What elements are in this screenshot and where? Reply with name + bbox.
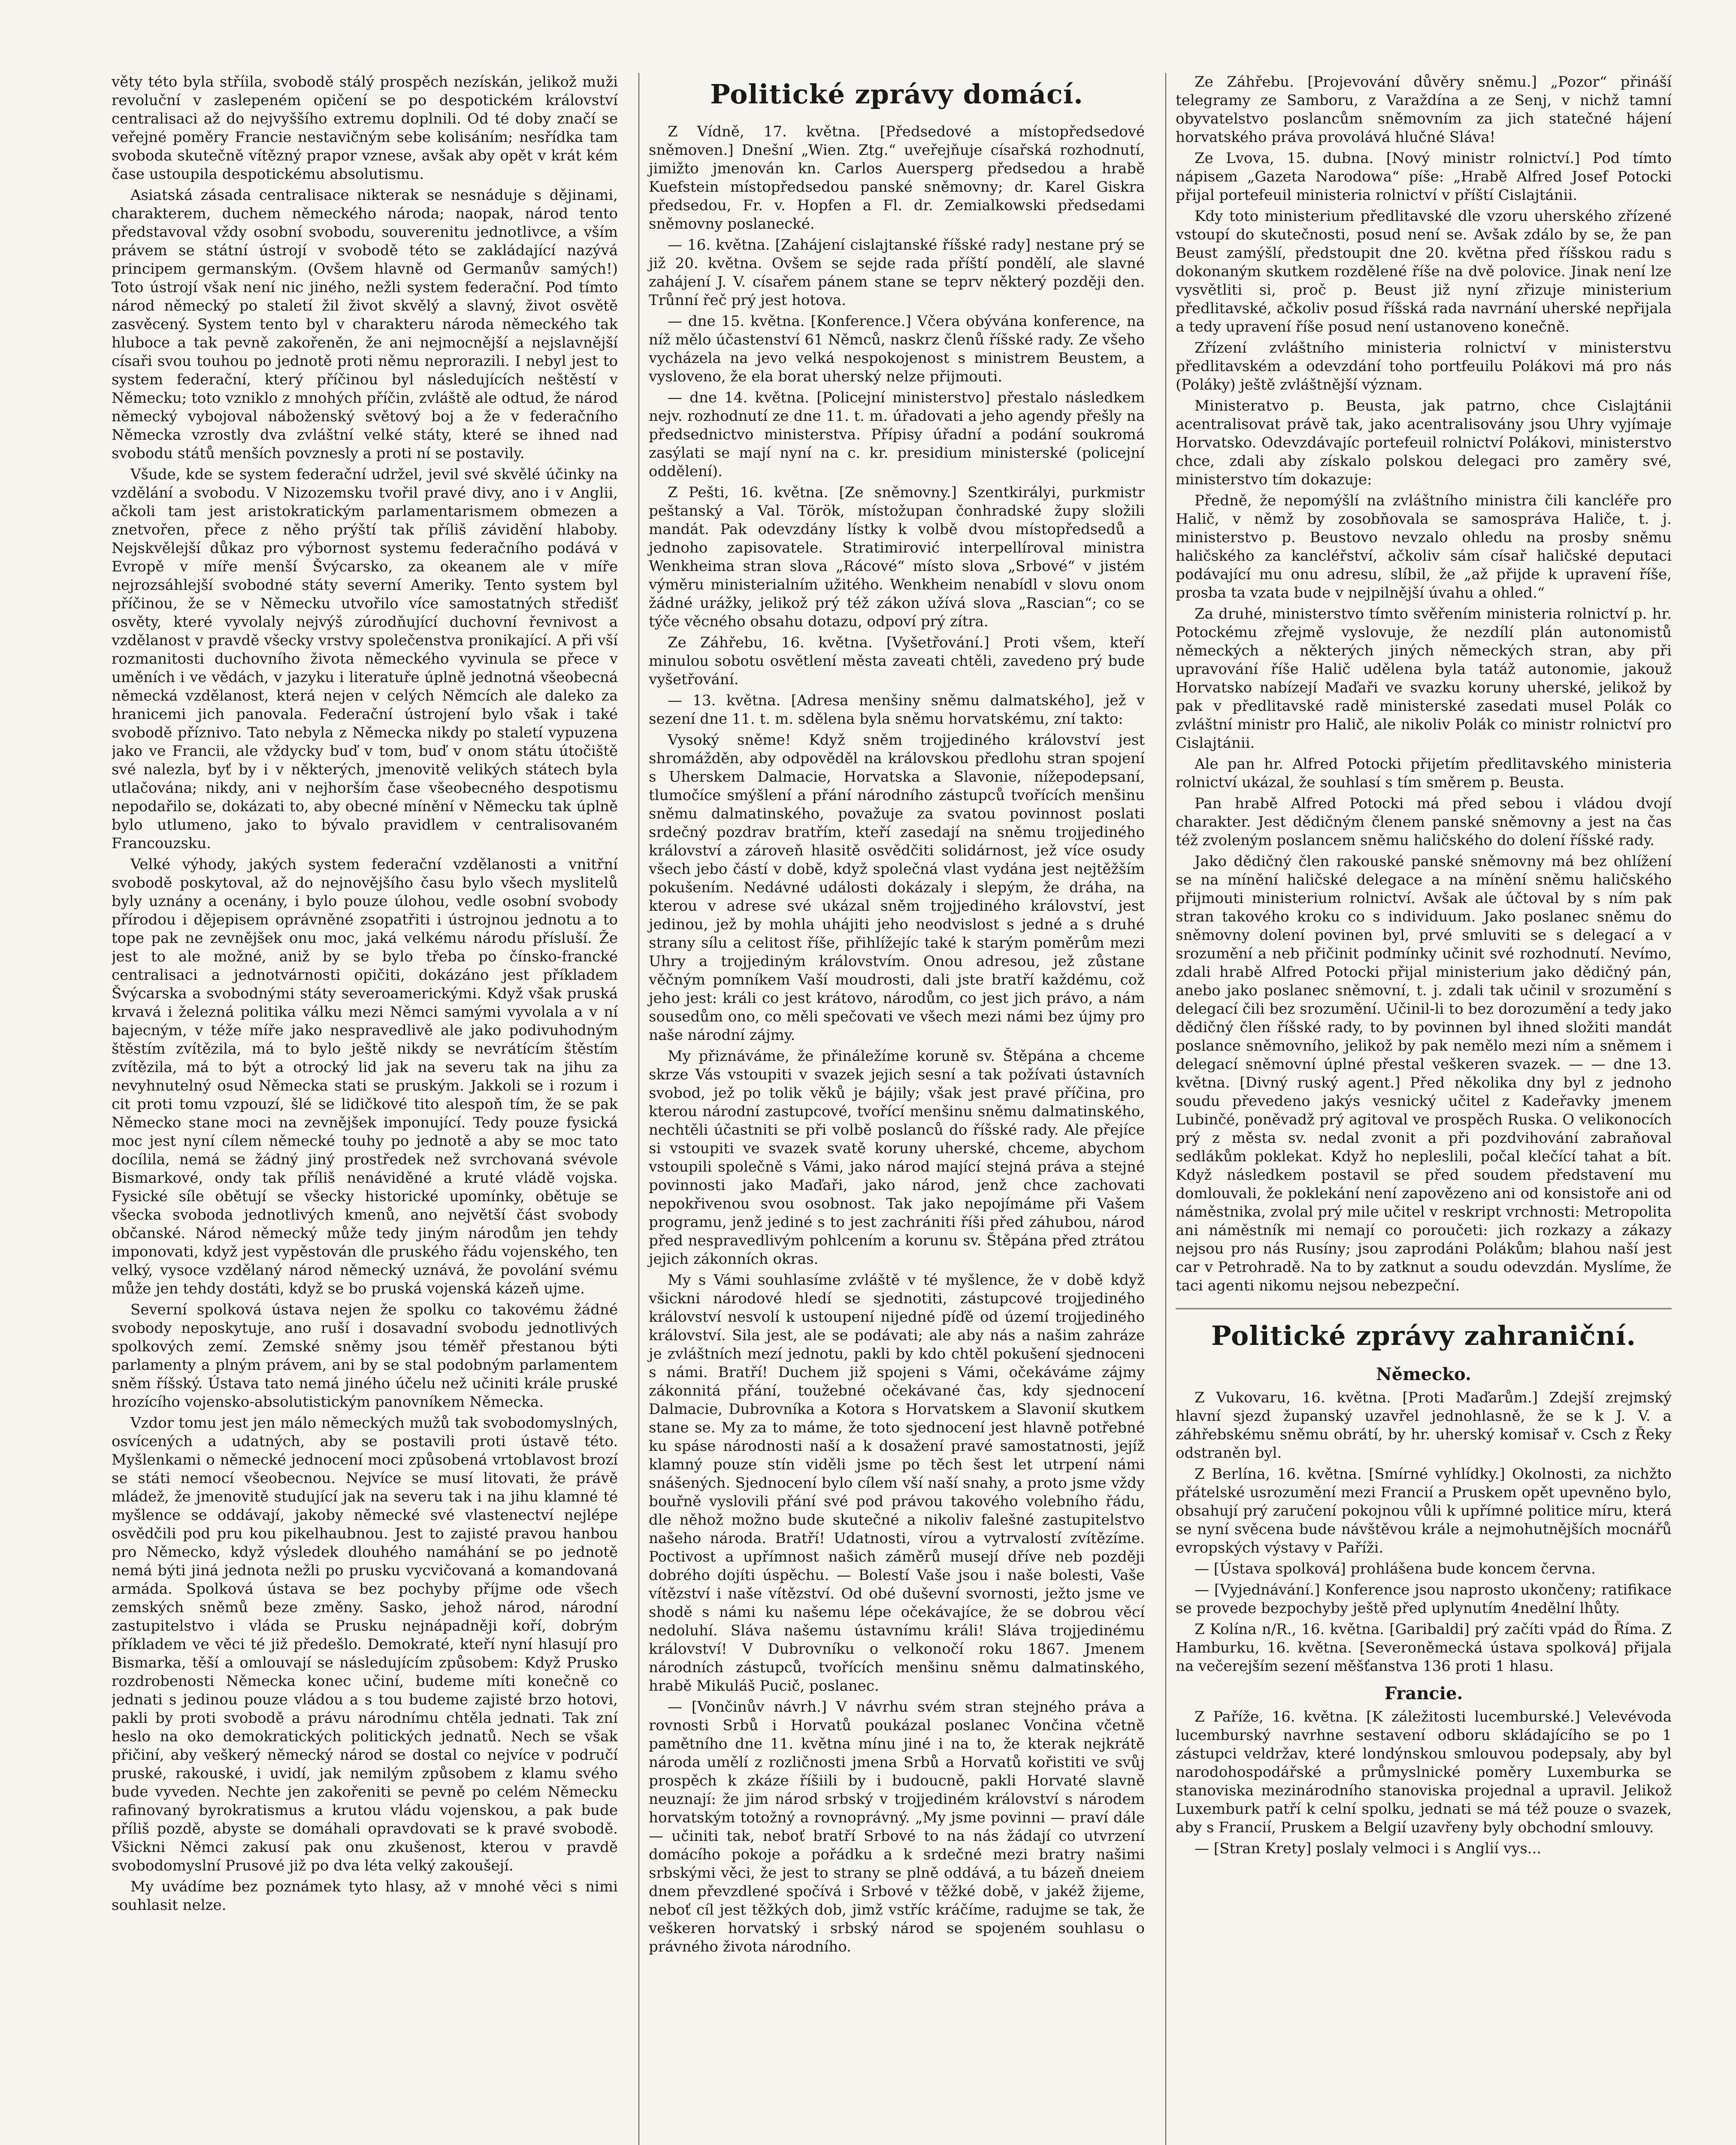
paragraph: Vzdor tomu jest jen málo německých mužů tak svobodomyslných, osvícených a udatných, aby se postavili proti ústavě této. Myšlenkami o německé jednocení moci způsobená vrtoblavost brozí se státi nemocí všeobecnou. Nejvíce se musí litovati, že právě mládež, že jmenovitě studující jak na severu tak i na jihu klamné té myšlence se oddávají, jakoby německé své vlastenectví nejlépe osvědčili pod pru kou pikelhaubnou. Jest to zajisté pravou hanbou pro Německo, když výsledek dlouhého namáhání se po jednotě nemá býti jiná jednota nežli po prusku vycvičovaná a komandovaná armáda. Spolková ústava se bez pochyby příjme ode všech zemských sněmů beze změny. Sasko, jehož národ, národní zastupitelstvo i vláda se Prusku nejnápadněji koří, dobrým příkladem ve věci té již předešlo. Demokraté, kteří nyní hlasují pro Bismarka, těší a omlouvají se následujícím způsobem: Když Prusko rozdrobenosti Německa konec učiní, budeme míti konečně co jednati s jedinou pouze vládou a s tou budeme zajisté brzo hotovi, pakli by proti svobodě a právu národnímu chtěla jednati. Tak zní heslo na oko demokratických politických jednatů. Nech se však přičiní, aby veškerý německý národ se dostal co nejvíce v područí pruské, rakouské, i uvidí, jak nemilým způsobem z klamu svého bude vyveden. Nechte jen zakořeniti se pevně po celém Německu rafinovaný byrokratismus a krutou vládu vojenskou, a pak bude příliš pozdě, abyste se domáhali opravdovati se k pravé svobodě. Všickni Němci zakusí pak onu zkušenost, kterou v pravdě svobodomyslní Prusové již po dva léta velký zakoušejí.	[112, 1414, 618, 1874]
column-3	[1165, 73, 1672, 2145]
paragraph: věty této byla stříila, svobodě stálý prospěch nezískán, jelikož muži revoluční v zaslepeném opičení se po despotickém království centralisaci až do nejvyššího extremu doplnili. Od té doby značí se veřejné poměry Francie nestavičným sebe kolisáním; nesřídka tam svoboda skutečně vítězný prapor vznese, avšak aby opět v krát kém čase ustoupila despotickému absolutismu.	[112, 73, 618, 183]
paragraph: Velké výhody, jakých system federační vzdělanosti a vnitřní svobodě poskytoval, až do nejnovějšího času bylo všech myslitelů byly uznány a ocenány, i bylo pouze úlohou, vedle osobní svobody přírodou i dějepisem oprávněné zsopatřiti i ústrojnou jednotu a to tope pak ne zevnějšek onu moc, jaká velkému národu přísluší. Že jest to ale možné, aniž by se bylo třeba po čínsko-francké centralisaci a jednotvárnosti opičiti, dokázáno jest příkladem Švýcarska a svobodnými státy severoamerickými. Když však pruská krvavá i železná politika válku mezi Němci samými vyvolala a v ní bajecným, v téže míře jako nespravedlivě ale jako podivuhodným štěstím zvítězila, má to bylo ještě nikdy se nevrátícím štěstím zvítězila, má to být a otrocký lid jak na severu tak na jihu za nevyhnutelný osud Německa stati se pruským. Jakkoli se i rozum i cit proti tomu vzpouzí, šlé se lidičkové tito alespoň tím, že se pak Německo stane moci na zevnějšek imponující. Tedy pouze fysická moc jest nyní cílem německé touhy po jednotě a aby se moc tato docílila, nemá se žádný jiný prostředek než svrchovaná svévole Bismarkové, ondy tak příliš nenáviděné a kruté vládě vojska. Fysické síle obětují se všecky historické upomínky, obětuje se všecka svoboda jednotlivých kmenů, ano největší část svobody občanské. Národ německý může tedy jiným národům jen tehdy imponovati, když jest vypěstován dle pruského řádu vojenského, ten velký, vysoce vzdělaný národ německý uznává, že povolání svému může jen tehdy dostáti, když se bo pruská vojenská kázeň ujme.	[112, 856, 618, 1297]
paragraph: — 13. května. [Adresa menšiny sněmu dalmatského], jež v sezení dne 11. t. m. sdělena byla sněmu horvatskému, zní takto:	[649, 692, 1145, 728]
paragraph: Z Paříže, 16. května. [K záležitosti lucemburské.] Velevévoda lucemburský navrhne sestavení odboru skládajícího se po 1 zástupci veldržav, které londýnskou smlouvou podepsaly, aby byl narodohospodářské a průmyslnické poměry Luxemburka se stanoviska mezinárodního stanoviska projednal a upravil. Jelikož Luxemburk patří k celní spolku, jednati se má též pouze o svazek, aby s Francií, Pruskem a Belgií uzavřeny byly obchodní smlouvy.	[1176, 1708, 1672, 1836]
paragraph: Z Berlína, 16. května. [Smírné vyhlídky.] Okolnosti, za nichžto přátelské usrozumění mezi Francií a Pruskem opět upevněno bylo, obsahují prý zaručení pokojnou vůli k upřímné politice míru, která se nyní svěcena bude návštěvou krále a nejmohutnějších mocnářů evropských výstavy v Paříži.	[1176, 1465, 1672, 1556]
paragraph: — [Vyjednávání.] Konference jsou naprosto ukončeny; ratifikace se provede bezpochyby ještě před uplynutím 4nedělní lhůty.	[1176, 1581, 1672, 1617]
paragraph: Z Kolína n/R., 16. května. [Garibaldi] prý začíti vpád do Říma. Z Hamburku, 16. května. [Severoněmecká ústava spolková] přijala na večerejším sezení měšťanstva 136 proti 1 hlasu.	[1176, 1621, 1672, 1675]
paragraph: Severní spolková ústava nejen že spolku co takovému žádné svobody neposkytuje, ano ruší i dosavadní svobodu jednotlivých spolkových zemí. Zemské sněmy jsou téměř přestanou býti parlamenty a plným právem, ani by se stal podobným parlamentem sněm říšský. Ústava tato nemá jiného účelu než učiniti krále pruské hrozícího vojensko-absolutistickým panovníkem Německa.	[112, 1301, 618, 1411]
paragraph: Předně, že nepomýšlí na zvláštního ministra čili kancléře pro Halič, v němž by zosobňovala se samospráva Haliče, t. j. ministerstvo p. Beustovo nevzalo ohledu na prosby sněmu haličského za kancléřství, ačkoliv sám císař haličské deputaci podávající mu onu adresu, slíbil, že „až přijde k upravení říše, prosba ta vzata bude v nejpilnější úvahu a ohled.“	[1176, 492, 1672, 601]
paragraph: Jako dědičný člen rakouské panské sněmovny má bez ohlížení se na mínění haličské delegace a na mínění sněmu haličského přijmouti ministerium rolnictví. Avšak ale účtoval by s ním pak stran takového kroku co s individuum. Jako poslanec sněmu do sněmovny dolení povinen byl, prvé smluviti se s delegací a v srozumění a neb přičinit podmínky učinit své rozhodnutí. Nevímo, zdali hrabě Alfred Potocki přijal ministerium jako dědičný pán, anebo jako poslanec sněmovní, t. j. zdali tak učinil v srozumění s delegací čili bez srozumění. Učinil-li to bez dorozumění a tedy jako dědičný člen říšské rady, to by povinnen byl ihned složiti mandát poslance sněmovního, jelikož by pak nemělo mezi ním a sněmem i delegací sněmovní úplné přestal veškeren svazek. — — dne 13. května. [Divný ruský agent.] Před několika dny byl z jednoho soudu převedeno jakýs vesnický učitel z Kadeřavky jmenem Lubinčé, poněvadž prý agitoval ve prospěch Ruska. O velikonocích prý z města sv. nedal zvonit a při pozdvihování zabraňoval sedlákům poklekat. Když ho nepleslili, počal klečící tahat a bít. Když následkem postavil se před soudem představení mu domlouvali, že poklekání není zapovězeno ani od konsistoře ani od náměstnika, zvolal prý mile učitel v reskript vrchnosti: Metropolita ani náměstník mi nemají co poroučeti: jich rozkazy a zákazy nejsou pro nás Rusíny; jsou zaprodáni Polákům; blahou naší jest car v Petrohradě. Na to by zatknut a soudu odevzdán. Myslíme, že taci agenti nikomu nejsou nebezpeční.	[1176, 853, 1672, 1294]
section-title-foreign: Politické zprávy zahraniční.	[1211, 1320, 1636, 1351]
paragraph: Ze Záhřebu. [Projevování důvěry sněmu.] „Pozor“ přináší telegramy ze Samboru, z Varaždína a ze Senj, v nichž tamní obyvatelstvo poslancům sněmovním za jich statečné hájení horvatského práva provolává hlučné Sláva!	[1176, 73, 1672, 146]
subheading-germany: Německo.	[1376, 1364, 1471, 1384]
paragraph: My přiznáváme, že přináležíme koruně sv. Štěpána a chceme skrze Vás vstoupiti v svazek jejich sesní a tak požívati ústavních svobod, jež po tolik věků je bájily; však jest pravé příčina, pro kterou národní zastupcové, tvořící menšinu sněmu dalmatinského, nechtěli účastniti se při volbě poslanců do říšské rady. Ale přejíce si vstoupiti ve svazek svatě koruny uherské, chceme, abychom vstoupili společně s Vámi, jako národ mající stejná práva a stejné povinnosti jako Maďaři, jako národ, jenž chce zachovati nepokřivenou svou osobnost. Tak jako nepojímáme při Vašem programu, jenž jediné s to jest zachrániti říši před záhubou, národ před nespravedlivým pohlcením a korunu sv. Štěpána před ztrátou jejich zákonních okras.	[649, 1048, 1145, 1268]
paragraph: — [Vončinův návrh.] V návrhu svém stran stejného práva a rovnosti Srbů i Horvatů poukázal poslanec Vončina včetně pamětního dne 11. května mínu jiné i na to, že kterak nejkrátě národa umělí z rozličnosti jmena Srbů a Horvatů kořistiti ve svůj prospěch k zkáze říšiili by i budoucně, pakli Horvaté slavně neuznají: že jim národ srbský v trojjediném království s národem horvatským totožný a rovnoprávný. „My jsme povinni — praví dále — učiniti tak, neboť bratří Srbové to na nás žádají co utvrzení domácího pokoje a pořádku a k srdečné mezi bratry našimi srbskými věci, že jest to strany se plně oddává, a tu bázeň dneiem dnem převzdlené spočívá i Srbové v těžké době, v jakéž žijeme, neboť cíl jest těžkých dob, jimž vstříc kráčíme, radujme se tak, že veškeren horvatský i srbský národ se spojeném souhlasu o právného života národního.	[649, 1698, 1145, 1955]
paragraph: My uvádíme bez poznámek tyto hlasy, až v mnohé věci s nimi souhlasit nelze.	[112, 1878, 618, 1914]
paragraph: Z Pešti, 16. května. [Ze sněmovny.] Szentkirályi, purkmistr peštanský a Val. Török, místožupan čonhradské župy složili mandát. Pak odevzdány lístky k volbě dvou místopředsedů a jednoho zapisovatele. Stratimirović interpellíroval ministra Wenkheima stran slova „Rácové“ místo slova „Srbové“ v jistém výměru ministerialním užitého. Wenkheim nenabídl v slovu onom žádné urážky, jelikož prý též zákon užívá slova „Rascian“; co se týče věcného obsahu dotazu, odpoví prý zítra.	[649, 484, 1145, 630]
paragraph: Asiatská zásada centralisace nikterak se nesnáduje s dějinami, charakterem, duchem německého národa; naopak, národ tento představoval vždy osobní svobodu, souverenitu jednotlivce, a vším právem se státní ústrojí v svobodě této se zakládající nazývá principem germanským. (Ovšem hlavně od Germanův samých!) Toto ústrojí však není nic jiného, nežli system federační. Pod tímto národ německý po staletí žil život skvělý a slavný, život osvětě zasvěcený. System tento byl v charakteru národa německého tak hluboce a tak pevně zakořeněn, že ani nejmocnější a nejslavnější císaři svou touhou po jednotě proti němu neprorazili. I nebyl jest to system federační, který příčinou byl následujících neštěstí v Německu; toto vzniklo z mnohých příčin, zvláště ale odtud, že národ německý vybojoval náboženský světový boj a že v federačního Německa vzrostly dva zvláštní velké státy, které se ihned nad svobodu států menších povznesly a proti ní se postavily.	[112, 187, 618, 462]
column-1	[112, 73, 618, 2145]
subheading-france: Francie.	[1384, 1683, 1463, 1704]
paragraph: Pan hrabě Alfred Potocki má před sebou i vládou dvojí charakter. Jest dědičným členem panské sněmovny a jest na čas též zvoleným poslancem sněmu haličského do dolení říšské rady.	[1176, 795, 1672, 849]
paragraph: — [Ústava spolková] prohlášena bude koncem června.	[1195, 1560, 1596, 1577]
paragraph: Zřízení zvláštního ministeria rolnictví v ministerstvu předlitavském a odevzdání toho portfeuilu Polákovi má pro nás (Poláky) ještě zvláštnější význam.	[1176, 339, 1672, 393]
columns	[112, 73, 1672, 2145]
paragraph: Ale pan hr. Alfred Potocki přijetím předlitavského ministeria rolnictví ukázal, že souhlasí s tím směrem p. Beusta.	[1176, 755, 1672, 791]
paragraph: Ze Lvova, 15. dubna. [Nový ministr rolnictví.] Pod tímto nápisem „Gazeta Narodowa“ píše: „Hrabě Alfred Josef Potocki přijal portefeuil ministeria rolnictví v příští Cislajtánii.	[1176, 150, 1672, 204]
paragraph: Ze Záhřebu, 16. května. [Vyšetřování.] Proti všem, kteří minulou sobotu osvětlení města zaveati chtěli, zavedeno prý bude vyšetřování.	[649, 634, 1145, 688]
paragraph: Za druhé, ministerstvo tímto svěřením ministeria rolnictví p. hr. Potockému zřejmě vyslovuje, že nezdílí plán autonomistů německých a některých jiných německých stran, aby při upravování říše Halič udělena byla tatáž autonomie, jakouž Horvatsko nabízejí Maďaři ve svazku koruny uherské, jelikož by pak v předlitavské radě ministerské zasedati musel Polák co zvláštní ministr pro Halič, ale nikoliv Polák co ministr rolnictví pro Cislajtánii.	[1176, 605, 1672, 752]
paragraph: Vysoký sněme! Když sněm trojjediného království jest shromážděn, aby odpověděl na královskou předlohu stran spojení s Uherskem Dalmacie, Horvatska a Slavonie, nížepodepsaní, tlumočíce smýšlení a přání národního zástupců tvořících menšinu sněmu dalmatinského, považuje za svatou povinnost poslati srdečný pozdrav bratřím, kteří zasedají na sněmu trojjediného království a zároveň hlasitě osvědčiti solidárnost, jež více osudy všech jebo částí v době, když společná vlast vydána jest nejtěžším pokušením. Nedávné události dokázaly i slepým, že dráha, na kterou v adrese své ukázal sněm trojjediného království, jest jedinou, jež by mohla uhájiti jeho neodvislost s jedné a s druhé strany sílu a celitost říše, přihlížejíc také k starým poměrům mezi Uhry a trojjediným královstvím. Onou adresou, jež zůstane věčným pomníkem Vaší moudrosti, dali jste bratří každému, což jeho jest: králi co jest krátovo, národům, co jest jich právo, a nám sousedům ono, co měli spečovati ve všech mezi námi bez újmy pro naše národní zájmy.	[649, 731, 1145, 1044]
paragraph: Ministeratvo p. Beusta, jak patrno, chce Cislajtánii acentralisovat právě tak, jako acentralisovány jsou Uhry vyjímaje Horvatsko. Odevzdávajíc portefeuil rolnictví Polákovi, ministerstvo chce, zdali aby získalo polskou delegaci pro zaměry své, ministerstvo tím dokazuje:	[1176, 397, 1672, 488]
section-divider	[1176, 1308, 1672, 1309]
section-title-domestic: Politické zprávy domácí.	[710, 79, 1083, 110]
column-2	[638, 73, 1145, 2145]
paragraph: Z Vukovaru, 16. května. [Proti Maďarům.] Zdejší zrejmský hlavní sjezd županský uzavřel jednohlasně, že se k J. V. a záhřebskému sněmu obrátí, by hr. uherský komisař v. Csch z Řeky odstraněn byl.	[1176, 1389, 1672, 1462]
paragraph: Všude, kde se system federační udržel, jevil své skvělé účinky na vzdělání a svobodu. V Nizozemsku tvořil pravé divy, ano i v Anglii, ačkoli tam jest aristokratickým parlamentarismem obmezen a znetvořen, přece z něho prýští tak příliš závidění hlaboby. Nejskvělejší důkaz pro výbornost systemu federačního podává v Evropě v míře menší Švýcarsko, za okeanem ale v míře nejrozsáhlejší svobodné státy severní Ameriky. Tento system byl příčinou, že se v Německu utvořilo více samostatných středišť osvěty, které vyvolaly nejvýš zúrodňující duchovní řevnivost a vzdělanost v pravdě všecky vrstvy společenstva pronikající. A při vší rozmanitosti duchovního života německého vyvinula se přece v uměních i ve vědách, v jazyku i literatuře úplně jednotná všeobecná německá vzdělanost, která nejen v celých Němcích ale daleko za hranicemi jich panovala. Federační ústrojení bylo však i také svobodě příznivo. Tato nebyla z Německa nikdy po staletí vypuzena jako ve Francii, ale vždycky buď v tom, buď v onom státu útočiště své nalezla, byť by i v některých, jmenovitě velikých státech byla utlačována; nikdy, ani v nejhorším čase všeobecného despotismu nepodařilo se, dokázati to, aby obecné mínění v Německu tak úplně bylo utlumeno, jako to bývalo pravidlem v centralisovaném Francouzsku.	[112, 466, 618, 852]
paragraph: Kdy toto ministerium předlitavské dle vzoru uherského zřízené vstoupí do skutečnosti, posud není se. Avšak zdálo by se, že pan Beust zamýšlí, předstoupit dne 20. května před říšskou radu s dokonaným skutkem rozdělené říše na dvě polovice. Jinak není lze vysvětliti si, proč p. Beust již nyní zřizuje ministerium předlitavské, ačkoliv posud říšská rada navrnání uherské nepřijala a tedy upravení říše posud není ustanoveno konečně.	[1176, 208, 1672, 335]
paragraph: My s Vámi souhlasíme zvláště v té myšlence, že v době když všickni národové hledí se sjednotiti, zástupcové trojjediného království nesvolí k ustoupení nijedné píďě od území trojjediného království. Sila jest, ale se podávati; ale aby nás a našim zahráze je zvláštních mezí jednotu, pakli by kdo chtěl pokušení sjednoceni s námi. Bratří! Duchem již spojeni s Vámi, očekáváme zájmy zákonnitá přání, toužebné očekávané čas, kdy sjednocení Dalmacie, Dubrovníka a Kotora s Horvatskem a Slavonií skutkem stane se. My za to máme, že toto sjednocení jest hlavně potřebné ku spáse národnosti naší a k dosažení pravé samostatnosti, jejíž klamný pouze stín viděli jsme po těch šest let utrpení námi snášených. Sjednocení bylo cílem vší naší snahy, a proto jsme vždy bouřně vyslovili přání své pod právou takového volebního řádu, dle něhož možno bude skutečné a nikoliv falešné zastupitelstvo našeho národa. Bratří! Udatnosti, vírou a vytrvalostí zvítězíme. Poctivost a upřímnost našich záměrů musejí dříve neb později dobrého dojíti úspěchu. — Bolestí Vaše jsou i naše bolesti, Vaše vítězství i naše vítězství. Od obé duševní svornosti, ježto jsme ve shodě s námi ku našemu lépe očekávajíce, že se dobrou věcí nedoluhí. Sláva našemu ústavnímu králi! Sláva trojjedinému království! V Dubrovníku o velkonočí roku 1867. Jmenem národních zástupců, tvořících menšinu sněmu dalmatinského, hrabě Mikuláš Pucič, poslanec.	[649, 1272, 1145, 1695]
paragraph: — [Stran Krety] poslaly velmoci i s Anglií vys...	[1195, 1840, 1542, 1857]
paragraph: Z Vídně, 17. května. [Předsedové a místopředsedové sněmoven.] Dnešní „Wien. Ztg.“ uveřejňuje císařská rozhodnutí, jimižto jmenován kn. Carlos Auersperg předsedou a hrabě Kuefstein místopředsedou panské sněmovny; dr. Karel Giskra předsedou, Fr. v. Hopfen a Fl. dr. Zemialkowski předsedami sněmovny poslanecké.	[649, 123, 1145, 233]
paragraph: — dne 14. května. [Policejní ministerstvo] přestalo následkem nejv. rozhodnutí ze dne 11. t. m. úřadovati a jeho agendy přešly na předsednictvo ministerstva. Přípisy úřadní a podání soukromá zasýlati se mají nyní na c. kr. presidium ministerské (policejní oddělení).	[649, 389, 1145, 480]
paragraph: — dne 15. května. [Konference.] Včera obývána konference, na níž mělo účastenství 61 Němců, naskrz členů říšské rady. Ze všeho vycházela na jevo velká nespokojenost s ministrem Beustem, a vysloveno, že ela borat uherský nelze přijmouti.	[649, 313, 1145, 385]
paragraph: — 16. května. [Zahájení cislajtanské říšské rady] nestane prý se již 20. května. Ovšem se sejde rada příští pondělí, ale slavné zahájení J. V. císařem pánem stane se teprv některý později den. Trůnní řeč prý jest hotova.	[649, 236, 1145, 309]
